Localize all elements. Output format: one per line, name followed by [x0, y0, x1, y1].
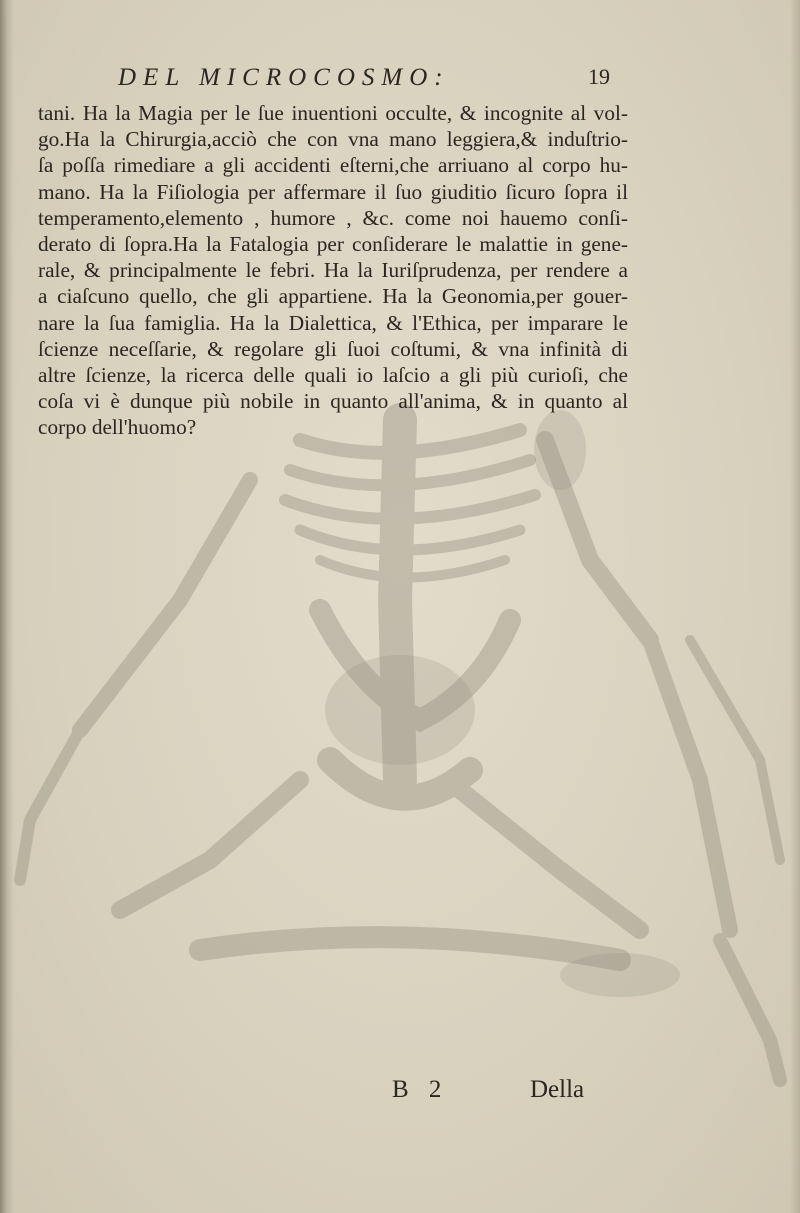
text-line: ſa poſſa rimediare a gli accidenti eſterni,che arriuano al corpo hu- [38, 153, 628, 178]
text-line: coſa vi è dunque più nobile in quanto all'anima, & in quanto al [38, 389, 628, 414]
text-line: altre ſcienze, la ricerca delle quali io laſcio a gli più curioſi, che [38, 363, 628, 388]
signature-mark: B 2 [392, 1076, 442, 1103]
text-line: corpo dell'huomo? [38, 415, 197, 440]
text-line: ſcienze neceſſarie, & regolare gli ſuoi coſtumi, & vna infinità di [38, 336, 628, 361]
page-footer [380, 1072, 640, 1112]
text-line: temperamento,elemento , humore , &c. come noi hauemo conſi- [38, 205, 628, 230]
text-line: tani. Ha la Magia per le ſue inuentioni occulte, & incognite al vol- [38, 101, 628, 125]
body-paragraph [38, 100, 628, 441]
text-line: nare la ſua famiglia. Ha la Dialettica, & l'Ethica, per imparare le [38, 310, 628, 335]
page-header [110, 60, 610, 96]
text-line: rale, & principalmente le febri. Ha la Iuriſprudenza, per rendere a [38, 258, 628, 283]
text-line: mano. Ha la Fiſiologia per affermare il ſuo giuditio ſicuro ſopra il [38, 179, 628, 204]
text-line: go.Ha la Chirurgia,acciò che con vna mano leggiera,& induſtrio- [38, 127, 628, 152]
running-head: DEL MICROCOSMO: [118, 64, 450, 91]
text-line: a ciaſcuno quello, che gli appartiene. Ha la Geonomia,per gouer- [38, 284, 628, 309]
page-number: 19 [588, 64, 610, 89]
catchword: Della [530, 1076, 585, 1103]
text-line: derato di ſopra.Ha la Fatalogia per conſiderare le malattie in gene- [38, 232, 628, 257]
